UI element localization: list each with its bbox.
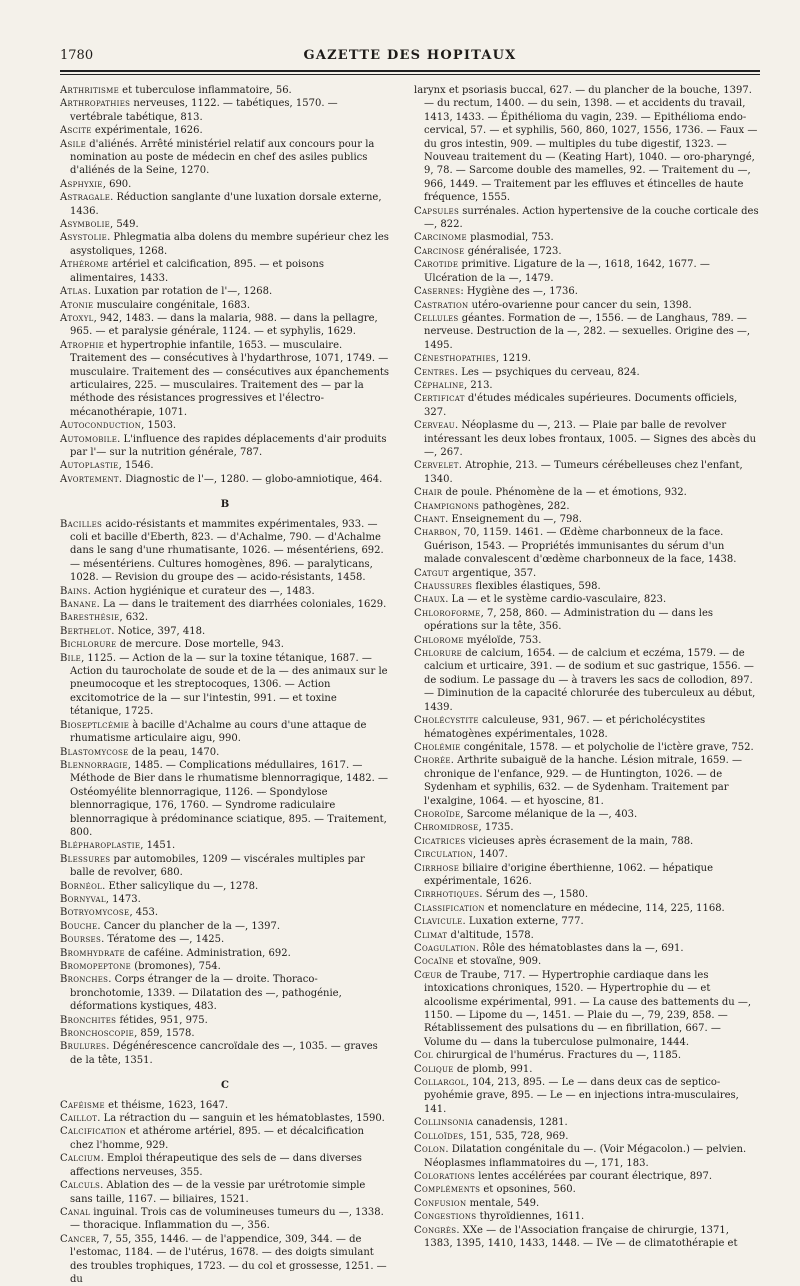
entry-text: d'aliénés. Arrêté ministériel relatif aux concours pour la nomination au poste de médecin en chef des asiles publics d'aliénés de la Seine, 1270. bbox=[70, 138, 375, 177]
index-entry bbox=[414, 392, 760, 419]
entry-text: inguinal. Trois cas de volumineuses tumeurs du —, 1338. — thoracique. Inflammation du —, 356. bbox=[70, 1206, 384, 1232]
entry-text: flexibles élastiques, 598. bbox=[472, 581, 601, 593]
index-entry bbox=[60, 933, 390, 946]
entry-text: vicieuses après écrasement de la main, 788. bbox=[465, 835, 694, 847]
index-entry bbox=[60, 518, 390, 585]
entry-text: pathogènes, 282. bbox=[479, 500, 570, 512]
entry-keyword: Canal bbox=[60, 1206, 91, 1218]
index-entry bbox=[414, 862, 760, 889]
entry-keyword: Atrophie bbox=[60, 339, 104, 351]
entry-text: , 70, 1159. 1461. — Œdème charbonneux de la face. Guérison, 1543. — Propriétés immunisantes du sérum d'un malade convalescent d'œdème charbonneux de la face, 1438. bbox=[424, 527, 737, 566]
entry-text: et théisme, 1623, 1647. bbox=[104, 1099, 229, 1111]
entry-text: calculeuse, 931, 967. — et péricholécystites hématogènes expérimentales, 1028. bbox=[424, 715, 706, 740]
entry-text: . Dilatation congénitale du —. (Voir Mégacolon.) — pelvien. Néoplasmes inflammatoires du —, 171, 183. bbox=[424, 1144, 747, 1169]
index-entry bbox=[414, 848, 760, 861]
index-entry bbox=[414, 84, 760, 205]
entry-keyword: Catgut bbox=[414, 567, 449, 579]
entry-keyword: Climat bbox=[414, 929, 448, 941]
index-entry bbox=[414, 1170, 760, 1183]
entry-keyword: Cirrhotiques bbox=[414, 889, 480, 901]
entry-keyword: Cholécystite bbox=[414, 715, 479, 727]
index-entry bbox=[414, 929, 760, 942]
entry-keyword: Capsules bbox=[414, 205, 460, 217]
index-entry bbox=[414, 607, 760, 634]
section-letter: B bbox=[220, 499, 230, 511]
entry-text: géantes. Formation de —, 1556. — de Langhaus, 789. — nerveuse. Destruction de la —, 282. — sexuelles. Origine des —, 1495. bbox=[424, 312, 751, 351]
index-entry bbox=[414, 1049, 760, 1062]
index-entry bbox=[414, 245, 760, 258]
entry-text: , 1485. — Complications médullaires, 1617. — Méthode de Bier dans le rhumatisme blennorragique, 1482. — Ostéomyélite blennorragique, 1126. — Spondylose blennorragique, 176, 1760. — Syndrome radiculaire blennorragique à prédominance sciatique, 895. — Traitement, 800. bbox=[70, 759, 388, 838]
index-entry bbox=[60, 178, 390, 191]
entry-keyword: Automobile bbox=[60, 433, 118, 445]
entry-text: , 7, 258, 860. — Administration du — dans les opérations sur la tête, 356. bbox=[424, 607, 714, 633]
entry-keyword: Asystolie bbox=[60, 232, 108, 244]
entry-text: et stovaïne, 909. bbox=[453, 956, 542, 968]
entry-text: plasmodial, 753. bbox=[466, 232, 554, 244]
entry-keyword: Botryomycose bbox=[60, 907, 130, 919]
entry-keyword: Bronchites bbox=[60, 1014, 117, 1026]
index-entry bbox=[60, 1152, 390, 1179]
entry-keyword: Baresthésie bbox=[60, 612, 120, 624]
entry-keyword: Caillot bbox=[60, 1113, 98, 1125]
right-column bbox=[414, 84, 760, 1249]
index-entry bbox=[60, 1014, 390, 1027]
index-entry bbox=[60, 947, 390, 960]
entry-keyword: Bacilles bbox=[60, 518, 103, 530]
entry-text: surrénales. Action hypertensive de la couche corticale des —, 822. bbox=[424, 205, 759, 231]
entry-keyword: Bromopeptone bbox=[60, 961, 132, 972]
entry-keyword: Blépharoplastie bbox=[60, 840, 141, 852]
entry-keyword: Chorée bbox=[414, 755, 451, 767]
entry-text: , 1503. bbox=[141, 420, 177, 432]
index-entry bbox=[414, 366, 760, 379]
index-entry bbox=[414, 1143, 760, 1170]
entry-keyword: Atonie bbox=[60, 299, 94, 311]
entry-text: de mercure. Dose mortelle, 943. bbox=[116, 639, 284, 651]
entry-text: argentique, 357. bbox=[448, 567, 537, 579]
index-entry bbox=[414, 888, 760, 901]
index-entry bbox=[60, 1179, 390, 1206]
entry-keyword: Bornéol bbox=[60, 880, 103, 892]
index-entry bbox=[414, 1197, 760, 1210]
entry-text: mentale, 549. bbox=[466, 1197, 540, 1209]
entry-text: . Tératome des —, 1425. bbox=[101, 934, 225, 946]
entry-keyword: Chlorure bbox=[414, 648, 463, 660]
entry-keyword: Cellules bbox=[414, 312, 459, 324]
index-entry bbox=[414, 379, 760, 392]
index-entry bbox=[60, 719, 390, 746]
entry-text: . Luxation externe, 777. bbox=[462, 916, 584, 928]
index-entry bbox=[414, 1063, 760, 1076]
entry-text: , 549. bbox=[110, 219, 139, 231]
entry-keyword: Cocaïne bbox=[414, 956, 454, 968]
index-entry bbox=[414, 312, 760, 352]
index-entry bbox=[60, 1040, 390, 1067]
entry-keyword: Centres bbox=[414, 366, 455, 378]
entry-keyword: Chlorome bbox=[414, 634, 464, 646]
entry-keyword: Chloroforme bbox=[414, 607, 481, 619]
index-entry bbox=[60, 880, 390, 893]
entry-keyword: Caféisme bbox=[60, 1099, 105, 1111]
entry-text: à bacille d'Achalme au cours d'une attaque de rhumatisme articulaire aigu, 990. bbox=[70, 719, 367, 745]
entry-keyword: Cancer bbox=[60, 1233, 97, 1245]
index-entry bbox=[60, 906, 390, 919]
entry-text: . Cancer du plancher de la —, 1397. bbox=[97, 920, 281, 932]
entry-text: , 1735. bbox=[478, 822, 514, 834]
entry-keyword: Ascite bbox=[60, 125, 92, 137]
entry-keyword: Casernes bbox=[414, 286, 461, 298]
entry-keyword: Clavicule bbox=[414, 916, 463, 928]
entry-text: de caféine. Administration, 692. bbox=[124, 947, 291, 959]
entry-keyword: Colloïdes bbox=[414, 1130, 464, 1142]
index-entry bbox=[60, 1027, 390, 1040]
entry-keyword: Chaux bbox=[414, 594, 446, 606]
entry-text: de plomb, 991. bbox=[453, 1063, 533, 1075]
entry-text: artériel et calcification, 895. — et poisons alimentaires, 1433. bbox=[70, 259, 324, 284]
entry-text: . La — et le système cardio-vasculaire, 823. bbox=[445, 594, 667, 606]
entry-text: . Néoplasme du —, 213. — Plaie par balle de revolver intéressant les deux lobes frontaux, 1005. — Signes des abcès du —, 267. bbox=[424, 420, 757, 458]
entry-text: , 1546. bbox=[118, 460, 154, 472]
entry-text: et hypertrophie infantile, 1653. — musculaire. Traitement des — consécutives à l'hydarthrose, 1071, 1749. — musculaire. Traitement des — consécutives aux épanchements articulaires, 225. — musculaires. Traitement des — par la méthode des résistances progressives et l'électro-mécanothérapie, 1071. bbox=[70, 339, 390, 418]
entry-text: par automobiles, 1209 — viscérales multiples par balle de revolver, 680. bbox=[70, 853, 365, 879]
entry-keyword: Bile bbox=[60, 652, 82, 664]
header-rule-thin bbox=[60, 74, 760, 75]
entry-keyword: Charbon bbox=[414, 527, 458, 539]
entry-keyword: Bromhydrate bbox=[60, 947, 125, 959]
index-entry bbox=[60, 191, 390, 218]
index-entry bbox=[60, 124, 390, 137]
entry-keyword: Colon bbox=[414, 1144, 446, 1156]
entry-keyword: Calculs bbox=[60, 1180, 101, 1192]
entry-text: de Traube, 717. — Hypertrophie cardiaque dans les intoxications chroniques, 1520. — Hypertrophie du — et alcoolisme expérimental, 991. — La cause des battements du —, 1150. — Lipome du —, 1451. — Plaie du —, 79, 239, 858. — Rétablissement des pulsations du — en fibrillation, 667. — Volume du — dans la tuberculose pulmonaire, 1444. bbox=[424, 969, 752, 1048]
entry-keyword: Bioseptlcémie bbox=[60, 719, 130, 731]
entry-text: . Les — psychiques du cerveau, 824. bbox=[454, 366, 640, 378]
entry-text: et tuberculose inflammatoire, 56. bbox=[119, 85, 292, 96]
index-entry bbox=[60, 1112, 390, 1125]
index-entry bbox=[60, 746, 390, 759]
index-entry bbox=[414, 714, 760, 741]
index-entry bbox=[60, 652, 390, 719]
index-entry bbox=[60, 138, 390, 178]
entry-keyword: Cénesthopathies bbox=[414, 353, 496, 365]
index-entry bbox=[414, 486, 760, 499]
entry-text: de la peau, 1470. bbox=[128, 746, 220, 758]
entry-text: primitive. Ligature de la —, 1618, 1642, 1677. — Ulcération de la —, 1479. bbox=[424, 259, 710, 284]
index-entry bbox=[60, 312, 390, 339]
index-entry bbox=[60, 1206, 390, 1233]
entry-keyword: Colorations bbox=[414, 1170, 476, 1182]
entry-text: utéro-ovarienne pour cancer du sein, 1398. bbox=[468, 299, 692, 311]
index-entry bbox=[414, 902, 760, 915]
entry-keyword: Choroïde bbox=[414, 808, 461, 820]
entry-keyword: Berthelot bbox=[60, 625, 112, 637]
entry-keyword: Cirrhose bbox=[414, 862, 460, 874]
entry-text: chirurgical de l'humérus. Fractures du —, 1185. bbox=[432, 1050, 682, 1062]
entry-keyword: Asymbolie bbox=[60, 219, 111, 231]
index-entry bbox=[60, 218, 390, 231]
entry-text: . L'influence des rapides déplacements d'air produits par l'— sur la nutrition générale, 787. bbox=[70, 433, 387, 458]
entry-text: . Atrophie, 213. — Tumeurs cérébelleuses chez l'enfant, 1340. bbox=[424, 460, 743, 485]
index-entry bbox=[414, 955, 760, 968]
entry-text: . Enseignement du —, 798. bbox=[445, 514, 582, 525]
index-entry bbox=[60, 299, 390, 312]
entry-text: . La rétraction du — sanguin et les hématoblastes, 1590. bbox=[97, 1113, 385, 1125]
entry-keyword: Brulures bbox=[60, 1041, 107, 1053]
index-entry bbox=[414, 352, 760, 365]
entry-text: biliaire d'origine éberthienne, 1062. — hépatique expérimentale, 1626. bbox=[424, 862, 714, 887]
index-entry bbox=[414, 567, 760, 580]
index-entry bbox=[60, 285, 390, 298]
entry-keyword: Carcinome bbox=[414, 232, 467, 244]
entry-keyword: Champignons bbox=[414, 500, 480, 512]
index-entry bbox=[60, 759, 390, 839]
index-entry bbox=[414, 285, 760, 298]
entry-keyword: Blessures bbox=[60, 853, 111, 865]
entry-keyword: Coagulation bbox=[414, 943, 476, 954]
entry-text: . Arthrite subaiguë de la hanche. Lésion mitrale, 1659. — chronique de l'enfance, 929. — de Huntington, 1026. — de Sydenham et syphilis, 632. — de Sydenham. Traitement par l'exalgine, 1064. — et hyoscine, 81. bbox=[424, 755, 743, 807]
entry-keyword: Blennorragie bbox=[60, 759, 128, 771]
index-entry bbox=[60, 433, 390, 460]
index-entry bbox=[60, 839, 390, 852]
entry-text: , 213. bbox=[463, 379, 493, 391]
entry-keyword: Carotide bbox=[414, 259, 459, 271]
entry-keyword: Cholémie bbox=[414, 741, 461, 753]
entry-text: , 859, 1578. bbox=[134, 1028, 195, 1040]
index-entry bbox=[414, 808, 760, 821]
entry-text: nerveuses, 1122. — tabétiques, 1570. — vertébrale tabétique, 813. bbox=[70, 98, 338, 123]
entry-text: d'études médicales supérieures. Documents officiels, 327. bbox=[424, 393, 738, 418]
entry-keyword: Congrès bbox=[414, 1224, 457, 1236]
entry-text: . Rôle des hématoblastes dans la —, 691. bbox=[475, 943, 684, 954]
index-entry bbox=[414, 634, 760, 647]
entry-text: de poule. Phénomène de la — et émotions, 932. bbox=[442, 487, 687, 499]
index-entry bbox=[414, 835, 760, 848]
index-entry bbox=[414, 754, 760, 808]
entry-keyword: Astragale bbox=[60, 192, 111, 204]
entry-text: et athérome artériel, 895. — et décalcification chez l'homme, 929. bbox=[70, 1126, 364, 1151]
entry-text: canadensis, 1281. bbox=[473, 1117, 568, 1129]
index-entry bbox=[60, 1233, 390, 1286]
index-entry bbox=[60, 585, 390, 598]
index-entry bbox=[60, 611, 390, 624]
entry-keyword: Carcinose bbox=[414, 245, 465, 257]
index-entry bbox=[414, 1130, 760, 1143]
entry-keyword: Congestions bbox=[414, 1211, 477, 1223]
index-entry bbox=[60, 419, 390, 432]
entry-text: , 1125. — Action de la — sur la toxine tétanique, 1687. — Action du taurocholate de soude et de la — des animaux sur le pneumocoque et les streptocoques, 1306. — Action excitomotrice de la — sur l'intestin, 991. — et toxine tétanique, 1725. bbox=[70, 652, 388, 718]
left-column bbox=[60, 84, 390, 1285]
entry-keyword: Atoxyl bbox=[60, 312, 94, 324]
entry-text: de calcium, 1654. — de calcium et eczéma, 1579. — de calcium et urticaire, 391. — de sodium et suc gastrique, 1556. — de sodium. Le passage du — à travers les sacs de collodion, 897. — Diminution de la capacité chlorurée des tuberculeux au début, 1439. bbox=[424, 648, 756, 713]
index-entry bbox=[414, 231, 760, 244]
page-number: 1780 bbox=[60, 48, 94, 63]
index-entry bbox=[414, 580, 760, 593]
index-entry bbox=[414, 500, 760, 513]
index-entry bbox=[60, 920, 390, 933]
index-entry bbox=[60, 1125, 390, 1152]
index-entry bbox=[60, 638, 390, 651]
entry-text: , 104, 213, 895. — Le — dans deux cas de septico-pyohémie grave, 895. — Le — en injections intra-musculaires, 141. bbox=[424, 1077, 739, 1115]
entry-text: thyroïdiennes, 1611. bbox=[476, 1211, 585, 1223]
entry-text: . Corps étranger de la — droite. Thoraco-bronchotomie, 1339. — Dilatation des —, pathogénie, déformations kystiques, 483. bbox=[70, 974, 342, 1013]
entry-text: . Réduction sanglante d'une luxation dorsale externe, 1436. bbox=[70, 192, 382, 217]
index-entry bbox=[414, 593, 760, 606]
entry-text: . Phlegmatia alba dolens du membre supérieur chez les asystoliques, 1268. bbox=[70, 232, 389, 257]
index-entry bbox=[414, 419, 760, 459]
index-entry bbox=[414, 741, 760, 754]
entry-text: . Ether salicylique du —, 1278. bbox=[102, 880, 259, 892]
index-entry bbox=[60, 853, 390, 880]
entry-text: , 1451. bbox=[140, 840, 176, 852]
entry-text: , 690. bbox=[102, 178, 132, 190]
entry-text: , 453. bbox=[129, 907, 159, 919]
page-header bbox=[60, 48, 760, 68]
entry-keyword: Bouche bbox=[60, 920, 98, 932]
entry-keyword: Chromidrose bbox=[414, 822, 479, 834]
entry-keyword: Calcification bbox=[60, 1126, 127, 1138]
index-entry bbox=[60, 960, 390, 973]
entry-text: expérimentale, 1626. bbox=[91, 125, 203, 137]
index-entry bbox=[414, 205, 760, 232]
entry-keyword: Bronches bbox=[60, 974, 109, 986]
entry-text: , 7, 55, 355, 1446. — de l'appendice, 309, 344. — de l'estomac, 1184. — de l'utérus, 1678. — des doigts simulant des troubles trophiques, 1723. — du col et grossesse, 1251. — du bbox=[70, 1233, 387, 1285]
entry-text: généralisée, 1723. bbox=[464, 245, 562, 257]
index-entry bbox=[60, 339, 390, 419]
entry-text: . La — dans le traitement des diarrhées coloniales, 1629. bbox=[96, 599, 387, 611]
entry-keyword: Blastomycose bbox=[60, 746, 129, 758]
entry-text: , 1407. bbox=[472, 849, 508, 861]
entry-text: , 151, 535, 728, 969. bbox=[463, 1130, 569, 1142]
entry-text: . Luxation par rotation de l'—, 1268. bbox=[87, 286, 273, 298]
index-entry bbox=[60, 459, 390, 472]
index-entry bbox=[414, 821, 760, 834]
entry-text: . Sérum des —, 1580. bbox=[479, 889, 589, 901]
entry-keyword: Collinsonia bbox=[414, 1117, 474, 1129]
index-entry bbox=[60, 973, 390, 1013]
entry-text: (bromones), 754. bbox=[131, 961, 221, 972]
index-entry bbox=[60, 97, 390, 124]
index-entry bbox=[414, 459, 760, 486]
entry-text: myéloïde, 753. bbox=[463, 634, 542, 646]
entry-text: congénitale, 1578. — et polycholie de l'ictère grave, 752. bbox=[460, 741, 754, 753]
index-entry bbox=[60, 258, 390, 285]
entry-text: , 632. bbox=[119, 612, 149, 624]
entry-text: . XXe — de l'Association française de chirurgie, 1371, 1383, 1395, 1410, 1433, 1448. — IVe — de climatothérapie et bbox=[424, 1224, 738, 1249]
entry-keyword: Bichlorure bbox=[60, 639, 117, 651]
entry-text: lentes accélérées par courant électrique, 897. bbox=[475, 1170, 713, 1182]
entry-text: : Hygiène des —, 1736. bbox=[460, 286, 578, 298]
entry-keyword: Chair bbox=[414, 487, 443, 499]
index-entry bbox=[414, 942, 760, 955]
entry-keyword: Castration bbox=[414, 299, 469, 311]
entry-keyword: Cœur bbox=[414, 969, 442, 981]
entry-text: , 942, 1483. — dans la malaria, 988. — dans la pellagre, 965. — et paralysie générale, 1124. — et syphylis, 1629. bbox=[70, 312, 378, 338]
index-entry bbox=[414, 513, 760, 526]
index-entry bbox=[60, 625, 390, 638]
entry-keyword: Arthropathies bbox=[60, 98, 131, 110]
index-entry bbox=[60, 598, 390, 611]
entry-keyword: Autoplastie bbox=[60, 460, 119, 472]
entry-text: . Diagnostic de l'—, 1280. — globo-amniotique, 464. bbox=[118, 473, 383, 485]
entry-keyword: Cervelet bbox=[414, 460, 459, 472]
index-entry bbox=[414, 647, 760, 714]
entry-keyword: Circulation bbox=[414, 849, 473, 861]
entry-text: , 1219. bbox=[496, 353, 531, 365]
index-entry bbox=[414, 915, 760, 928]
entry-keyword: Atlas bbox=[60, 286, 88, 298]
entry-keyword: Bronchoscopie bbox=[60, 1028, 135, 1040]
index-entry bbox=[414, 1224, 760, 1251]
entry-keyword: Autoconduction bbox=[60, 420, 142, 432]
entry-keyword: Avortement bbox=[60, 473, 119, 485]
section-letter: C bbox=[221, 1080, 229, 1092]
entry-text: et opsonines, 560. bbox=[480, 1184, 576, 1196]
entry-keyword: Bornyval bbox=[60, 893, 106, 905]
index-entry bbox=[414, 969, 760, 1049]
entry-keyword: Banane bbox=[60, 599, 97, 611]
index-entry bbox=[60, 893, 390, 906]
index-entry bbox=[414, 1183, 760, 1196]
entry-keyword: Compléments bbox=[414, 1184, 481, 1196]
index-entry bbox=[414, 526, 760, 566]
entry-keyword: Classification bbox=[414, 902, 485, 914]
entry-text: . Ablation des — de la vessie par urétrotomie simple sans taille, 1167. — biliaires, 1521. bbox=[70, 1180, 366, 1205]
entry-keyword: Chaussures bbox=[414, 581, 473, 593]
entry-keyword: Col bbox=[414, 1050, 433, 1062]
entry-keyword: Arthritisme bbox=[60, 85, 119, 96]
entry-text: musculaire congénitale, 1683. bbox=[93, 299, 251, 311]
entry-text: . Action hygiénique et curateur des —, 1483. bbox=[87, 585, 315, 597]
index-entry bbox=[414, 258, 760, 285]
entry-text: fétides, 951, 975. bbox=[116, 1014, 208, 1026]
entry-keyword: Chant bbox=[414, 514, 446, 525]
entry-text: , Sarcome mélanique de la —, 403. bbox=[460, 808, 638, 820]
index-entry bbox=[414, 299, 760, 312]
entry-keyword: Cicatrices bbox=[414, 835, 466, 847]
index-entry bbox=[414, 1076, 760, 1116]
entry-keyword: Confusion bbox=[414, 1197, 467, 1209]
entry-text: , 1473. bbox=[105, 893, 141, 905]
entry-keyword: Collargol bbox=[414, 1077, 466, 1089]
entry-keyword: Colique bbox=[414, 1063, 454, 1075]
entry-keyword: Asphyxie bbox=[60, 178, 103, 190]
entry-text: larynx et psoriasis buccal, 627. — du plancher de la bouche, 1397. — du rectum, 1400. — du sein, 1398. — et accidents du travail, 1413, 1433. — Épithélioma du vagin, 239. — Epithélioma endo-cervical, 57. — et syphilis, 560, 860, 1027, 1556, 1736. — Faux — du gros intestin, 909. — multiples du tube digestif, 1323. — Nouveau traitement du — (Keating Hart), 1040. — oro-pharyngé, 9, 78. — Sarcome double des mamelles, 92. — Traitement du —, 966, 1449. — Traitement par les effluves et étincelles de haute fréquence, 1555. bbox=[414, 85, 758, 204]
entry-text: . Notice, 397, 418. bbox=[111, 625, 206, 637]
entry-text: d'altitude, 1578. bbox=[447, 929, 534, 941]
entry-text: acido-résistants et mammites expérimentales, 933. — coli et bacille d'Eberth, 823. — d'Achalme, 790. — d'Achalme dans le sang d'une rhumatisante, 1026. — mésentériens, 692. — mésentériens. Cultures homogènes, 896. — paralyticans, 1028. — Revision du groupe des — acido-résistants, 1458. bbox=[70, 518, 384, 584]
entry-keyword: Céphaline bbox=[414, 379, 464, 391]
entry-text: et nomenclature en médecine, 114, 225, 1168. bbox=[484, 902, 725, 914]
journal-title: GAZETTE DES HOPITAUX bbox=[303, 48, 517, 63]
index-entry bbox=[414, 1116, 760, 1129]
index-entry bbox=[60, 1099, 390, 1112]
entry-keyword: Athérome bbox=[60, 259, 109, 271]
index-entry bbox=[60, 84, 390, 97]
entry-keyword: Bains bbox=[60, 585, 88, 597]
entry-keyword: Asile bbox=[60, 138, 87, 150]
index-entry bbox=[414, 1210, 760, 1223]
entry-text: . Dégénérescence cancroïdale des —, 1035. — graves de la tête, 1351. bbox=[70, 1041, 378, 1066]
entry-keyword: Cerveau bbox=[414, 420, 456, 432]
entry-keyword: Calcium bbox=[60, 1153, 101, 1165]
index-entry bbox=[60, 473, 390, 486]
entry-text: . Emploi thérapeutique des sels de — dans diverses affections nerveuses, 355. bbox=[70, 1153, 362, 1178]
index-entry bbox=[60, 231, 390, 258]
header-rule-thick bbox=[60, 70, 760, 72]
entry-keyword: Certificat bbox=[414, 393, 465, 405]
entry-keyword: Bourses bbox=[60, 934, 102, 946]
